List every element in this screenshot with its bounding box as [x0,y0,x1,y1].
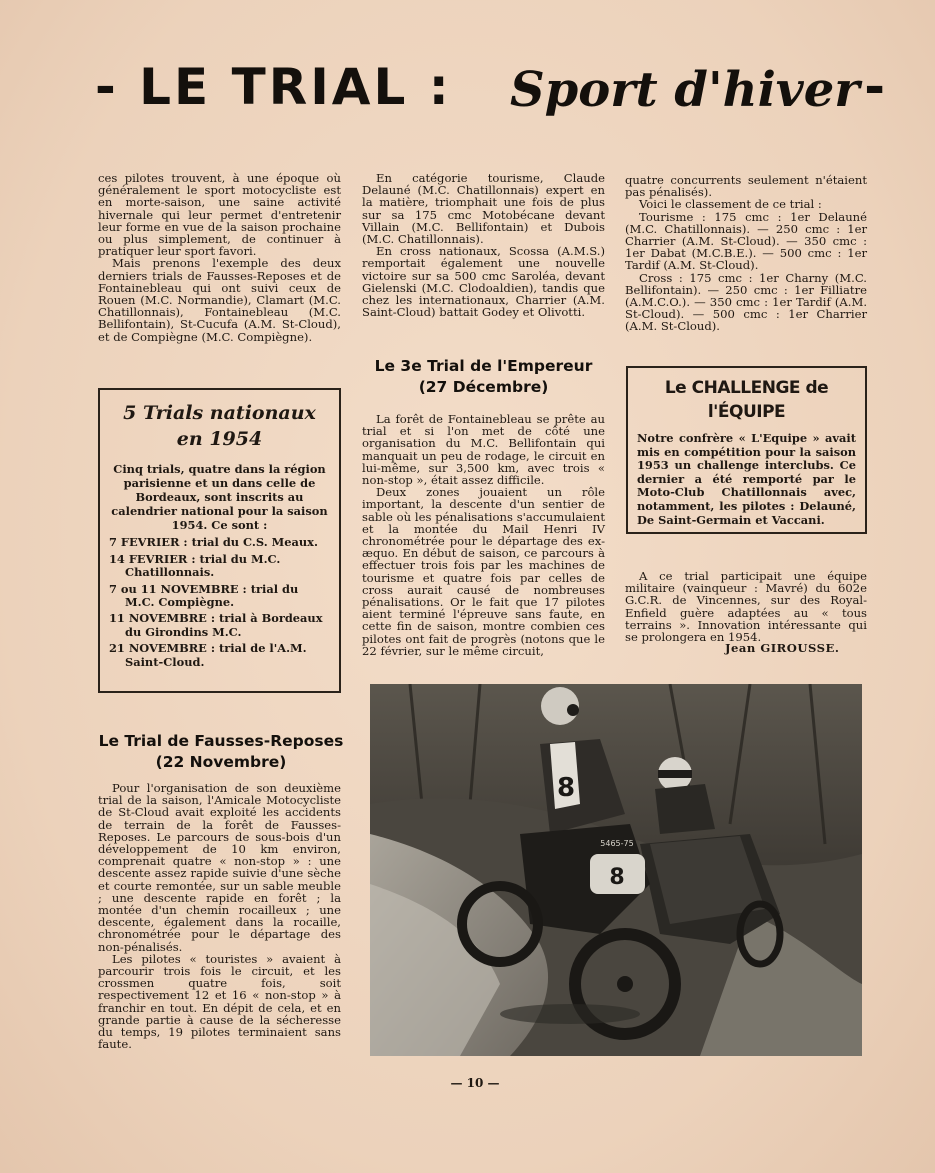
paragraph: Les pilotes « touristes » avaient à parcourir trois fois le circuit, et les crossmen quatre fois, soit respectivement 12 et 16 « non-stop » à franchir en tout. En dépit de cela, et en grande partie à cause de la sécheresse du temps, 19 pilotes terminaient sans faute. [98,951,341,1052]
page-title [95,58,885,128]
paragraph: Pour l'organisation de son deuxième trial de la saison, l'Amicale Motocycliste de St-Cloud avait exploité les accidents de terrain de la forêt de Fausses-Reposes. Le parcours de sous-bois d'un développement de 10 km environ, comprenait quatre « non-stop » : une descente assez rapide suivie d'une sèche et courte remontée, sur un sable meuble ; une descente rapide en forêt ; la montée d'un chemin rocailleux ; une descente, également dans la rocaille, chronométrée pour le départage des non-pénalisés. [98,781,341,954]
paragraph: En catégorie tourisme, Claude Delauné (M.C. Chatillonnais) expert en la matière, triomphait une fois de plus sur sa 175 cmc Motobécane devant Villain (M.C. Bellifontain) et Dubois (M.C. Chatillonnais). [362,171,605,247]
event-item: 7 ou 11 NOVEMBRE : trial du M.C. Compiègne. [109,581,299,609]
heading-line2: (27 Décembre) [418,378,549,396]
paragraph: Tourisme : 175 cmc : 1er Delauné (M.C. Chatillonnais). — 250 cmc : 1er Charrier (A.M. St-Cloud). — 350 cmc : 1er Dabat (M.C.B.E.). — 500 cmc : 1er Tardif (A.M. St-Cloud). [625,209,867,273]
paragraph: Mais prenons l'exemple des deux derniers trials de Fausses-Reposes et de Fontainebleau qui ont suivi ceux de Rouen (M.C. Normandie), Clamart (M.C. Chatillonnais), Fontainebleau (M.C. Bellifontain), St-Cucufa (A.M. St-Cloud), et de Compiègne (M.C. Compiègne). [98,256,341,344]
sidecar-photo-image [370,684,862,1056]
paragraph: La forêt de Fontainebleau se prête au trial et si l'on met de côté une organisation du M.C. Bellifontain qui manquait un peu de rodage, le circuit en lui-même, sur 3,500 km, avec trois « non-stop », était assez difficile. [362,412,605,488]
column-2-intro [362,172,605,318]
author-signature: Jean GIROUSSE. [725,641,840,655]
box-title-line1: 5 Trials nationaux [123,402,316,424]
heading-line1: Le 3e Trial de l'Empereur [374,357,593,375]
column-1-intro [98,172,341,343]
title-script: Sport d'hiver [510,62,860,118]
paragraph: En cross nationaux, Scossa (A.M.S.) remportait également une nouvelle victoire sur sa 500 cmc Saroléa, devant Gielenski (M.C. Clodoaldien), tandis que chez les internationaux, Charrier (A.M. Saint-Cloud) battait Godey et Olivotti. [362,244,605,320]
box-title [109,400,330,452]
event-item: 7 FEVRIER : trial du C.S. Meaux. [109,535,318,550]
heading-line2: (22 Novembre) [155,753,287,771]
rider-bib-number: 8 [556,773,576,803]
box-intro: Cinq trials, quatre dans la région parisienne et un dans celle de Bordeaux, sont inscrits au calendrier national pour la saison 1954. Ce sont : [111,462,328,532]
event-item: 21 NOVEMBRE : trial de l'A.M. Saint-Cloud. [109,641,307,669]
box-text: Notre confrère « L'Equipe » avait mis en compétition pour la saison 1953 un challenge interclubs. Ce dernier a été remporté par le Moto-Club Chatillonnais avec, notamment, les pilotes : Delauné, De Saint-Germain et Vaccani. [637,431,856,527]
heading-line1: Le Trial de Fausses-Reposes [98,732,344,750]
paragraph: Cross : 175 cmc : 1er Charny (M.C. Bellifontain). — 250 cmc : 1er Filliatre (A.M.C.O.). — 350 cmc : 1er Tardif (A.M. St-Cloud). — 500 cmc : 1er Charrier (A.M. St-Cloud). [625,270,867,334]
box-trials-nationaux [98,388,341,693]
registration-plate: 5465-75 [600,839,634,848]
page-number: — 10 — [450,1076,500,1090]
heading-empereur [356,356,611,398]
paragraph: Deux zones jouaient un rôle important, la descente d'un sentier de sable où les pénalisations s'accumulaient et la montée du Mail Henri IV chronométrée pour le départage des ex-æquo. En début de saison, ce parcours à effectuer trois fois par les machines de tourisme et quatre fois par celles de cross aurait causé de nombreuses pénalisations. Or le fait que 17 pilotes aient terminé l'épreuve sans faute, en cette fin de saison, montre combien ces pilotes ont fait de progrès (notons que le 22 février, sur le même circuit, [362,485,605,658]
column-2-empereur [362,413,605,657]
title-main: - LE TRIAL : [95,58,452,116]
event-item: 14 FEVRIER : trial du M.C. Chatillonnais. [109,551,281,580]
column-3-bottom [625,570,867,643]
box-challenge [626,366,867,534]
box-title-line2: en 1954 [176,428,263,450]
box-title: Le CHALLENGE de l'ÉQUIPE [664,378,829,422]
paragraph: Voici le classement de ce trial : [639,197,822,212]
title-dash: - [864,58,885,116]
paragraph: quatre concurrents seulement n'étaient pas pénalisés). [625,173,867,200]
paragraph: A ce trial participait une équipe militaire (vainqueur : Mavré) du 602e G.C.R. de Vincennes, sur des Royal-Enfield guère adaptées au « tous terrains ». Innovation intéressante qui se prolongera en 1954. [625,569,867,645]
column-3-classement [625,174,867,333]
plate-bib-number: 8 [609,865,625,890]
heading-fausses-reposes [96,731,346,773]
sidecar-photo [370,684,862,1056]
paragraph: ces pilotes trouvent, à une époque où généralement le sport motocycliste est en morte-saison, une saine activité hivernale qui leur permet d'entretenir leur forme en vue de la saison prochaine ou plus simplement, de continuer à pratiquer leur sport favori. [98,171,341,259]
event-item: 11 NOVEMBRE : trial à Bordeaux du Girondins M.C. [109,611,323,639]
column-1-fausses [98,782,341,1050]
